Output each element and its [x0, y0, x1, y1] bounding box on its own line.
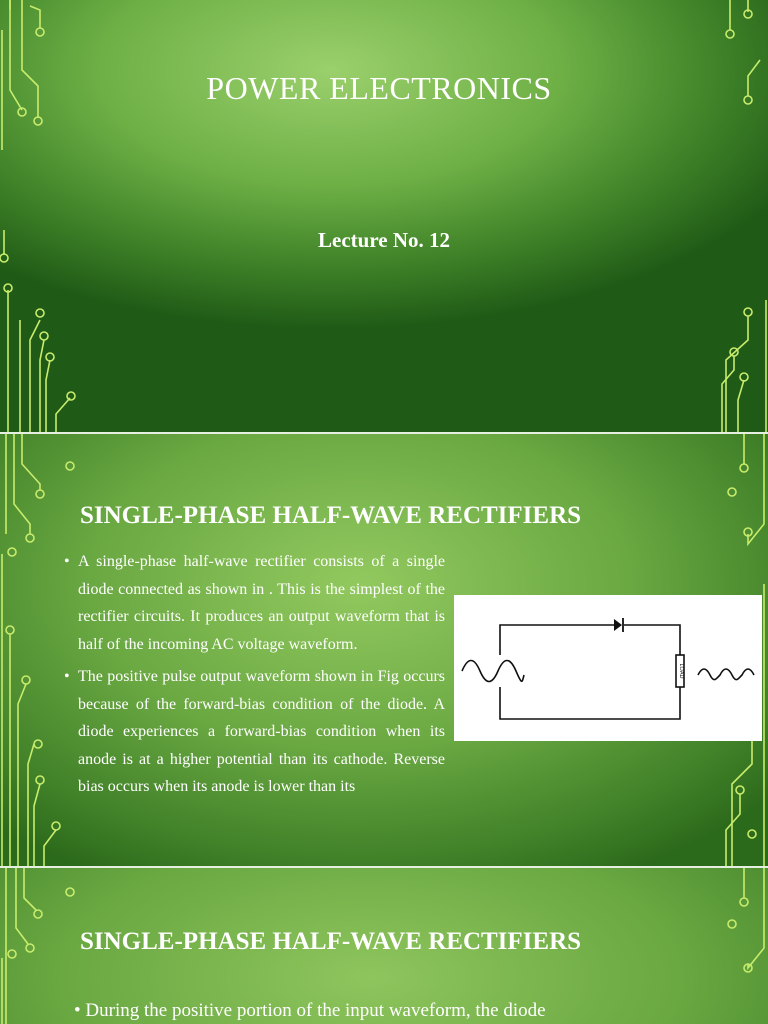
slide-heading: SINGLE-PHASE HALF-WAVE RECTIFIERS: [80, 928, 582, 955]
title-slide: [0, 0, 768, 432]
circuit-trace-right-decoration: [708, 0, 768, 432]
circuit-trace-left-decoration: [0, 0, 90, 432]
slide-title: POWER ELECTRONICS: [206, 70, 552, 106]
bullet-dot-icon: •: [74, 1000, 81, 1021]
circuit-wire: [624, 625, 680, 655]
ac-input-wave-icon: [462, 661, 524, 682]
bullet-text: During the positive portion of the input waveform, the diode: [85, 1000, 546, 1021]
list-item: [64, 548, 445, 658]
bullet-dot-icon: •: [64, 553, 70, 570]
load-label: LOAD: [678, 663, 684, 679]
bullet-dot-icon: •: [64, 668, 70, 685]
rectifier-slide-continued: [0, 868, 768, 1024]
bullet-text: A single-phase half-wave rectifier consists of a single diode connected as shown in . This is the simplest of the rectifier circuits. It produces an output waveform that is half of the incoming AC voltage waveform.: [78, 553, 445, 653]
bullet-text: The positive pulse output waveform shown in Fig occurs because of the forward-bias condition of the diode. A diode experiences a forward-bias condition when its anode is at a higher potential than its cathode. Reverse bias occurs when its anode is lower than its: [78, 668, 445, 795]
circuit-wire: [500, 625, 614, 655]
circuit-wire: [500, 687, 680, 719]
list-item: [64, 663, 445, 801]
half-wave-rectifier-circuit-diagram: [454, 595, 762, 741]
bullet-list: [64, 548, 445, 806]
diode-symbol: [614, 619, 622, 631]
list-item: [74, 1000, 696, 1022]
slide-heading: SINGLE-PHASE HALF-WAVE RECTIFIERS: [80, 502, 582, 529]
lecture-number: Lecture No. 12: [318, 228, 450, 252]
rectifier-slide: [0, 434, 768, 866]
circuit-trace-right-decoration: [708, 868, 768, 1024]
output-wave-icon: [698, 669, 754, 680]
